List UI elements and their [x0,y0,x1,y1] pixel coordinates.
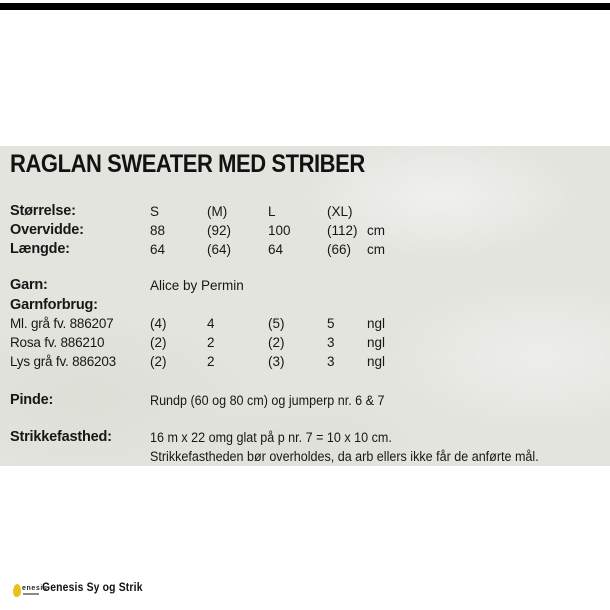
row-label: Strikkefasthed: [10,429,112,445]
row-label: Pinde: [10,392,54,408]
pattern-info-panel [0,146,610,466]
row-label: Længde: [10,241,70,257]
yarn-color-label: Rosa fv. 886210 [10,335,105,350]
size-col-s: S [150,204,160,219]
table-row-yarn-usage-header [0,296,610,315]
table-row-length [0,240,610,259]
value-s: (4) [150,316,167,331]
unit-label: ngl [367,354,386,369]
value-l: 100 [268,223,291,238]
value-xl: 5 [327,316,335,331]
value-s: 64 [150,242,166,257]
brand-name: Genesis Sy og Strik [42,582,143,594]
size-col-l: L [268,204,276,219]
yarn-color-label: Ml. grå fv. 886207 [10,316,114,331]
row-label: Garnforbrug: [10,297,98,313]
value-l: (2) [268,335,285,350]
footer [0,582,610,600]
value-xl: (66) [327,242,352,257]
yarn-name: Alice by Permin [150,278,244,293]
table-row-yarn-color-3 [0,352,610,371]
value-l: 64 [268,242,284,257]
value-l: (3) [268,354,285,369]
gauge-spec: 16 m x 22 omg glat på p nr. 7 = 10 x 10 cm. [150,430,392,445]
table-row-yarn-color-1 [0,314,610,333]
unit-label: cm [367,242,385,257]
table-row-chest [0,221,610,240]
value-m: 2 [207,354,215,369]
genesis-logo-icon [13,584,21,597]
row-label: Overvidde: [10,222,84,238]
size-col-xl: (XL) [327,204,353,219]
unit-label: ngl [367,316,386,331]
genesis-logo-tagline [23,593,39,595]
table-row-size [0,202,610,221]
value-m: 4 [207,316,215,331]
value-m: (64) [207,242,232,257]
value-s: 88 [150,223,166,238]
table-row-gauge-note [0,447,610,466]
value-xl: 3 [327,354,335,369]
table-row-needles [0,391,610,410]
value-s: (2) [150,354,167,369]
size-col-m: (M) [207,204,228,219]
value-xl: (112) [327,223,358,238]
pattern-title: RAGLAN SWEATER MED STRIBER [10,150,365,178]
table-row-gauge [0,428,610,447]
unit-label: ngl [367,335,386,350]
value-xl: 3 [327,335,335,350]
unit-label: cm [367,223,385,238]
value-l: (5) [268,316,285,331]
row-label: Størrelse: [10,203,76,219]
gauge-note: Strikkefastheden bør overholdes, da arb ellers ikke får de anførte mål. [150,449,539,464]
row-label: Garn: [10,277,48,293]
value-m: 2 [207,335,215,350]
value-m: (92) [207,223,232,238]
value-s: (2) [150,335,167,350]
genesis-logo-text: enesis [22,585,48,592]
scan-artifact-bar [0,3,610,10]
table-row-yarn [0,276,610,295]
table-row-yarn-color-2 [0,333,610,352]
yarn-color-label: Lys grå fv. 886203 [10,354,116,369]
needles-value: Rundp (60 og 80 cm) og jumperp nr. 6 & 7 [150,393,385,408]
